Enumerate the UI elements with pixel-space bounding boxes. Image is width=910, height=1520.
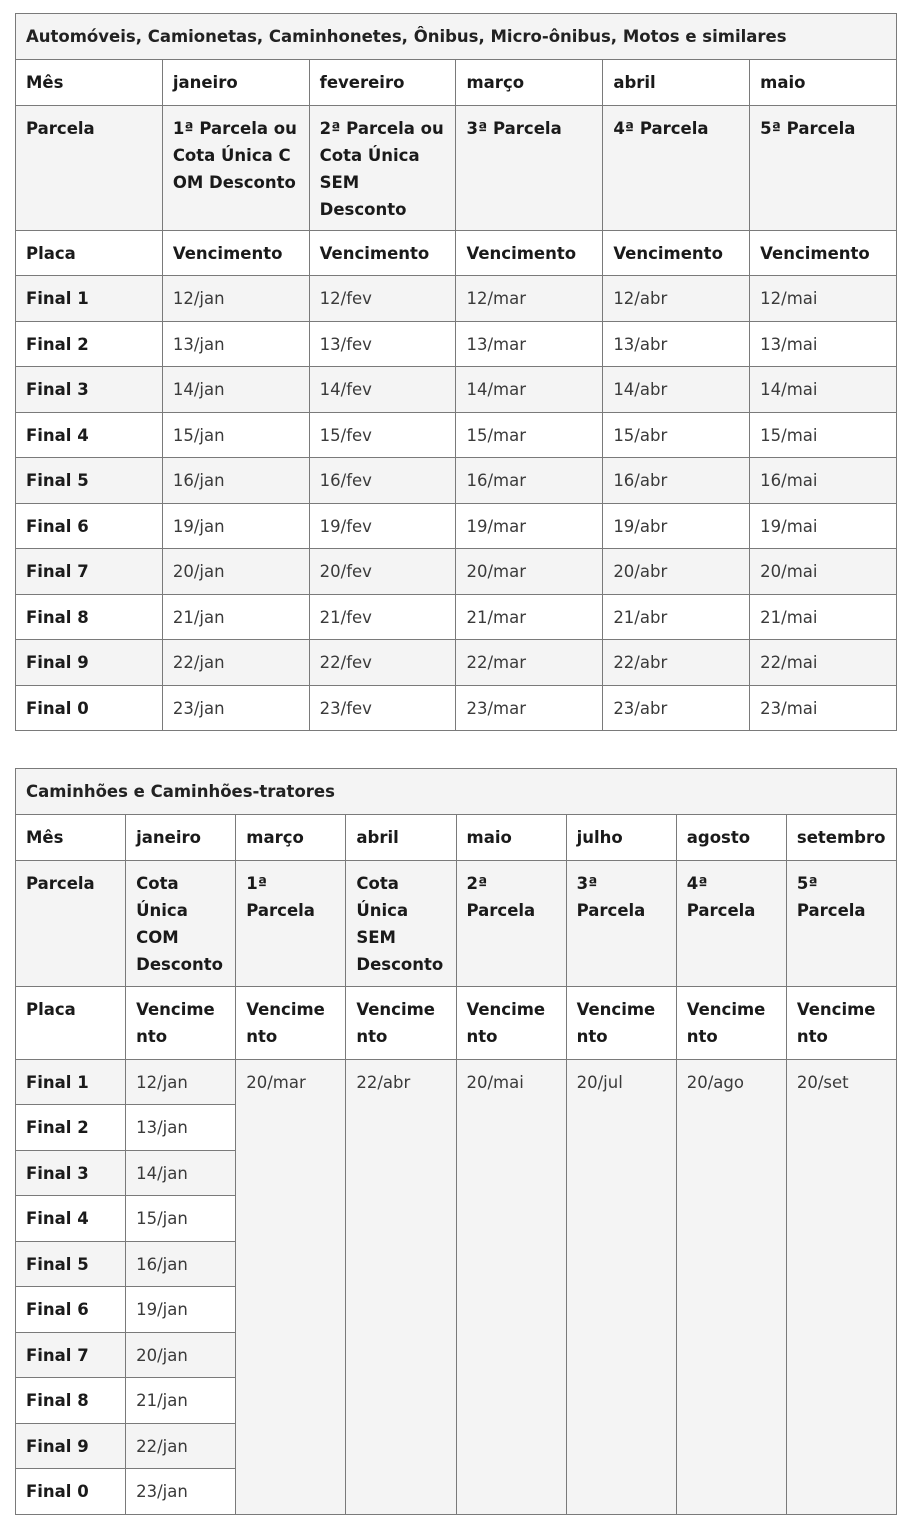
parcel-label: Parcela — [16, 860, 126, 986]
month-label: Mês — [16, 815, 126, 861]
due-date-cell: 20/fev — [309, 549, 456, 595]
due-label: Vencimento — [456, 230, 603, 276]
month-cell: janeiro — [126, 815, 236, 861]
due-date-cell: 23/mar — [456, 685, 603, 731]
due-date-cell: 15/jan — [126, 1196, 236, 1242]
plate-label: Placa — [16, 230, 163, 276]
due-date-cell: 13/jan — [126, 1105, 236, 1151]
due-label: Vencimento — [786, 986, 896, 1059]
due-date-cell: 19/abr — [603, 503, 750, 549]
table-row — [16, 458, 897, 504]
parcel-cell: 5ª Parcela — [786, 860, 896, 986]
header-row — [16, 230, 897, 276]
month-cell: março — [236, 815, 346, 861]
header-row — [16, 986, 897, 1059]
plate-label: Placa — [16, 986, 126, 1059]
table-row — [16, 594, 897, 640]
due-date-cell: 16/jan — [126, 1241, 236, 1287]
due-label: Vencimento — [236, 986, 346, 1059]
table-title-row — [16, 769, 897, 815]
due-date-cell: 14/fev — [309, 367, 456, 413]
plate-cell: Final 7 — [16, 549, 163, 595]
due-date-cell: 19/mar — [456, 503, 603, 549]
due-date-cell: 19/jan — [162, 503, 309, 549]
parcel-row — [16, 860, 897, 986]
due-date-cell: 22/jan — [126, 1423, 236, 1469]
due-date-cell: 16/fev — [309, 458, 456, 504]
plate-cell: Final 8 — [16, 594, 163, 640]
plate-cell: Final 7 — [16, 1332, 126, 1378]
month-cell: janeiro — [162, 60, 309, 106]
due-date-cell: 12/jan — [126, 1059, 236, 1105]
due-date-cell: 23/jan — [126, 1469, 236, 1515]
due-date-cell: 20/abr — [603, 549, 750, 595]
month-cell: março — [456, 60, 603, 106]
table-row — [16, 367, 897, 413]
plate-cell: Final 5 — [16, 1241, 126, 1287]
plate-cell: Final 1 — [16, 276, 163, 322]
plate-cell: Final 2 — [16, 321, 163, 367]
parcel-cell: 4ª Parcela — [603, 105, 750, 230]
shared-due-date-cell: 20/ago — [676, 1059, 786, 1514]
due-date-cell: 16/abr — [603, 458, 750, 504]
due-date-cell: 12/fev — [309, 276, 456, 322]
due-date-cell: 22/mar — [456, 640, 603, 686]
due-date-cell: 13/mar — [456, 321, 603, 367]
table-row — [16, 412, 897, 458]
parcel-cell: 1ª Parcela ou Cota Única COM Desconto — [162, 105, 309, 230]
due-date-cell: 16/mai — [750, 458, 897, 504]
due-label: Vencimento — [566, 986, 676, 1059]
due-label: Vencimento — [346, 986, 456, 1059]
parcel-cell: 1ª Parcela — [236, 860, 346, 986]
month-cell: julho — [566, 815, 676, 861]
due-label: Vencimento — [676, 986, 786, 1059]
month-label: Mês — [16, 60, 163, 106]
table-row — [16, 276, 897, 322]
due-label: Vencimento — [750, 230, 897, 276]
plate-cell: Final 9 — [16, 640, 163, 686]
table-row — [16, 1059, 897, 1105]
due-date-cell: 13/jan — [162, 321, 309, 367]
due-label: Vencimento — [603, 230, 750, 276]
due-date-cell: 21/mar — [456, 594, 603, 640]
table-row — [16, 549, 897, 595]
due-date-cell: 20/mai — [750, 549, 897, 595]
month-cell: fevereiro — [309, 60, 456, 106]
table-row — [16, 503, 897, 549]
month-cell: maio — [456, 815, 566, 861]
due-date-cell: 14/mar — [456, 367, 603, 413]
due-date-cell: 19/mai — [750, 503, 897, 549]
table-row — [16, 640, 897, 686]
parcel-cell: 3ª Parcela — [566, 860, 676, 986]
table-title-row — [16, 14, 897, 60]
due-date-cell: 14/jan — [126, 1150, 236, 1196]
parcel-cell: 5ª Parcela — [750, 105, 897, 230]
shared-due-date-cell: 20/jul — [566, 1059, 676, 1514]
due-date-cell: 22/abr — [603, 640, 750, 686]
due-date-cell: 21/jan — [162, 594, 309, 640]
parcel-label: Parcela — [16, 105, 163, 230]
ipva-table-trucks — [15, 768, 897, 1515]
due-date-cell: 22/fev — [309, 640, 456, 686]
due-date-cell: 16/jan — [162, 458, 309, 504]
due-date-cell: 20/jan — [162, 549, 309, 595]
plate-cell: Final 3 — [16, 367, 163, 413]
due-label: Vencimento — [162, 230, 309, 276]
plate-cell: Final 8 — [16, 1378, 126, 1424]
due-date-cell: 21/jan — [126, 1378, 236, 1424]
due-date-cell: 20/jan — [126, 1332, 236, 1378]
due-date-cell: 14/mai — [750, 367, 897, 413]
due-date-cell: 15/abr — [603, 412, 750, 458]
due-date-cell: 15/jan — [162, 412, 309, 458]
due-date-cell: 23/abr — [603, 685, 750, 731]
due-date-cell: 21/abr — [603, 594, 750, 640]
due-date-cell: 15/mai — [750, 412, 897, 458]
due-date-cell: 13/fev — [309, 321, 456, 367]
due-date-cell: 14/jan — [162, 367, 309, 413]
shared-due-date-cell: 20/mar — [236, 1059, 346, 1514]
parcel-cell: 3ª Parcela — [456, 105, 603, 230]
plate-cell: Final 3 — [16, 1150, 126, 1196]
plate-cell: Final 0 — [16, 1469, 126, 1515]
parcel-cell: Cota Única COM Desconto — [126, 860, 236, 986]
due-date-cell: 21/fev — [309, 594, 456, 640]
due-date-cell: 22/mai — [750, 640, 897, 686]
month-cell: setembro — [786, 815, 896, 861]
due-label: Vencimento — [126, 986, 236, 1059]
due-date-cell: 21/mai — [750, 594, 897, 640]
due-date-cell: 23/mai — [750, 685, 897, 731]
month-cell: abril — [346, 815, 456, 861]
parcel-cell: Cota Única SEM Desconto — [346, 860, 456, 986]
table-row — [16, 321, 897, 367]
shared-due-date-cell: 20/mai — [456, 1059, 566, 1514]
due-date-cell: 12/jan — [162, 276, 309, 322]
plate-cell: Final 4 — [16, 1196, 126, 1242]
due-date-cell: 22/jan — [162, 640, 309, 686]
due-date-cell: 23/jan — [162, 685, 309, 731]
plate-cell: Final 0 — [16, 685, 163, 731]
due-date-cell: 19/jan — [126, 1287, 236, 1333]
plate-cell: Final 6 — [16, 503, 163, 549]
due-label: Vencimento — [309, 230, 456, 276]
table-title: Automóveis, Camionetas, Caminhonetes, Ônibus, Micro-ônibus, Motos e similares — [16, 14, 897, 60]
month-row — [16, 60, 897, 106]
due-date-cell: 12/mar — [456, 276, 603, 322]
parcel-cell: 2ª Parcela ou Cota Única SEM Desconto — [309, 105, 456, 230]
month-cell: maio — [750, 60, 897, 106]
due-date-cell: 13/mai — [750, 321, 897, 367]
due-date-cell: 20/mar — [456, 549, 603, 595]
shared-due-date-cell: 22/abr — [346, 1059, 456, 1514]
table-row — [16, 685, 897, 731]
due-date-cell: 23/fev — [309, 685, 456, 731]
parcel-cell: 4ª Parcela — [676, 860, 786, 986]
due-date-cell: 13/abr — [603, 321, 750, 367]
plate-cell: Final 9 — [16, 1423, 126, 1469]
plate-cell: Final 6 — [16, 1287, 126, 1333]
plate-cell: Final 2 — [16, 1105, 126, 1151]
due-date-cell: 16/mar — [456, 458, 603, 504]
month-cell: agosto — [676, 815, 786, 861]
due-label: Vencimento — [456, 986, 566, 1059]
parcel-row — [16, 105, 897, 230]
due-date-cell: 14/abr — [603, 367, 750, 413]
table-title: Caminhões e Caminhões-tratores — [16, 769, 897, 815]
due-date-cell: 12/mai — [750, 276, 897, 322]
month-row — [16, 815, 897, 861]
due-date-cell: 19/fev — [309, 503, 456, 549]
month-cell: abril — [603, 60, 750, 106]
ipva-table-cars — [15, 13, 897, 731]
due-date-cell: 12/abr — [603, 276, 750, 322]
plate-cell: Final 4 — [16, 412, 163, 458]
plate-cell: Final 1 — [16, 1059, 126, 1105]
shared-due-date-cell: 20/set — [786, 1059, 896, 1514]
due-date-cell: 15/mar — [456, 412, 603, 458]
parcel-cell: 2ª Parcela — [456, 860, 566, 986]
due-date-cell: 15/fev — [309, 412, 456, 458]
plate-cell: Final 5 — [16, 458, 163, 504]
